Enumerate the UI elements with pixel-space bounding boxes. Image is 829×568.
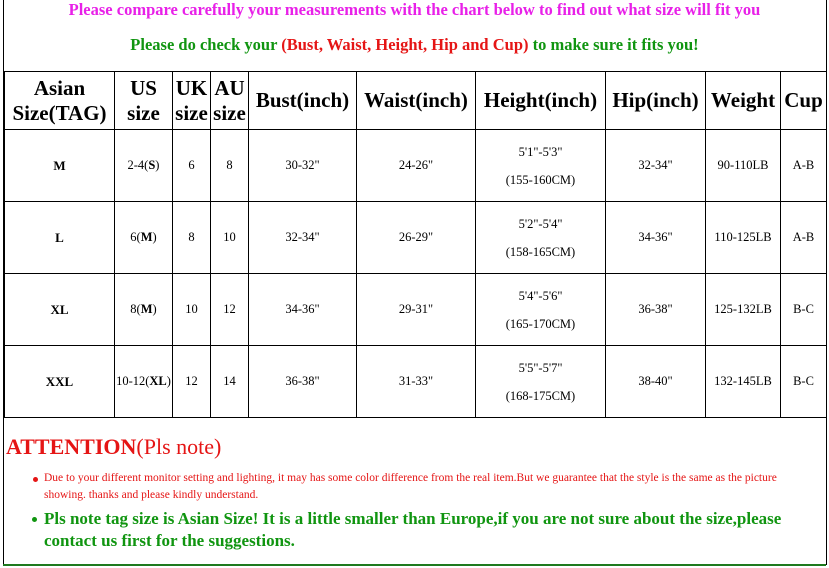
bullet-dot-icon [33, 477, 38, 482]
cell-au-size: 14 [211, 346, 249, 418]
check-notice-start: Please do check your [130, 35, 282, 54]
cell-weight: 90-110LB [706, 130, 781, 202]
compare-notice: Please compare carefully your measurements with the chart below to find out what size will fit you [68, 0, 761, 19]
cell-waist: 31-33" [357, 346, 476, 418]
attention-heading [6, 434, 221, 460]
cell-us-size: 8(M) [115, 274, 173, 346]
cell-cup: B-C [781, 274, 827, 346]
header-row [5, 72, 827, 130]
header-waist: Waist(inch) [357, 72, 476, 130]
attention-notes [0, 470, 826, 552]
header-height: Height(inch) [476, 72, 606, 130]
check-notice-end: to make sure it fits you! [528, 35, 699, 54]
header-us-size: US size [115, 72, 173, 130]
cell-uk-size: 8 [173, 202, 211, 274]
header-hip: Hip(inch) [606, 72, 706, 130]
bottom-divider [3, 564, 826, 566]
cell-hip: 38-40" [606, 346, 706, 418]
cell-us-size: 10-12(XL) [115, 346, 173, 418]
cell-waist: 26-29" [357, 202, 476, 274]
cell-au-size: 10 [211, 202, 249, 274]
cell-hip: 36-38" [606, 274, 706, 346]
cell-weight: 110-125LB [706, 202, 781, 274]
cell-uk-size: 12 [173, 346, 211, 418]
attention-title: ATTENTION [6, 434, 137, 459]
header-weight: Weight [706, 72, 781, 130]
header-au-size: AU size [211, 72, 249, 130]
cell-bust: 34-36" [249, 274, 357, 346]
list-item [0, 470, 826, 504]
cell-asian-size: M [5, 130, 115, 202]
table-row [5, 346, 827, 418]
cell-hip: 34-36" [606, 202, 706, 274]
check-notice [4, 34, 825, 56]
cell-height: 5'4"-5'6" (165-170CM) [476, 274, 606, 346]
cell-asian-size: XXL [5, 346, 115, 418]
cell-asian-size: XL [5, 274, 115, 346]
cell-height: 5'2"-5'4" (158-165CM) [476, 202, 606, 274]
list-item [0, 508, 826, 552]
header-bust: Bust(inch) [249, 72, 357, 130]
table-row [5, 130, 827, 202]
cell-bust: 32-34" [249, 202, 357, 274]
cell-asian-size: L [5, 202, 115, 274]
cell-height: 5'1"-5'3" (155-160CM) [476, 130, 606, 202]
cell-uk-size: 6 [173, 130, 211, 202]
cell-weight: 125-132LB [706, 274, 781, 346]
bullet-dot-icon [32, 517, 37, 522]
cell-us-size: 2-4(S) [115, 130, 173, 202]
size-chart-table [4, 71, 827, 418]
cell-cup: A-B [781, 202, 827, 274]
cell-bust: 30-32" [249, 130, 357, 202]
cell-cup: B-C [781, 346, 827, 418]
cell-au-size: 12 [211, 274, 249, 346]
table-row [5, 202, 827, 274]
cell-bust: 36-38" [249, 346, 357, 418]
attention-subtitle: (Pls note) [136, 434, 222, 459]
header-cup: Cup [781, 72, 827, 130]
color-difference-note: Due to your different monitor setting and lighting, it may has some color difference from the real item.But we guarantee that the style is the same as the picture showing. thanks and please kindly understand. [44, 472, 777, 501]
header-uk-size: UK size [173, 72, 211, 130]
cell-au-size: 8 [211, 130, 249, 202]
cell-waist: 24-26" [357, 130, 476, 202]
check-notice-measurements: (Bust, Waist, Height, Hip and Cup) [281, 35, 529, 54]
cell-height: 5'5"-5'7" (168-175CM) [476, 346, 606, 418]
cell-hip: 32-34" [606, 130, 706, 202]
asian-size-note: Pls note tag size is Asian Size! It is a little smaller than Europe,if you are not sure about the size,please contact us first for the suggestions. [44, 509, 782, 550]
cell-uk-size: 10 [173, 274, 211, 346]
table-row [5, 274, 827, 346]
header-asian-size: Asian Size(TAG) [5, 72, 115, 130]
cell-waist: 29-31" [357, 274, 476, 346]
cell-weight: 132-145LB [706, 346, 781, 418]
cell-cup: A-B [781, 130, 827, 202]
cell-us-size: 6(M) [115, 202, 173, 274]
